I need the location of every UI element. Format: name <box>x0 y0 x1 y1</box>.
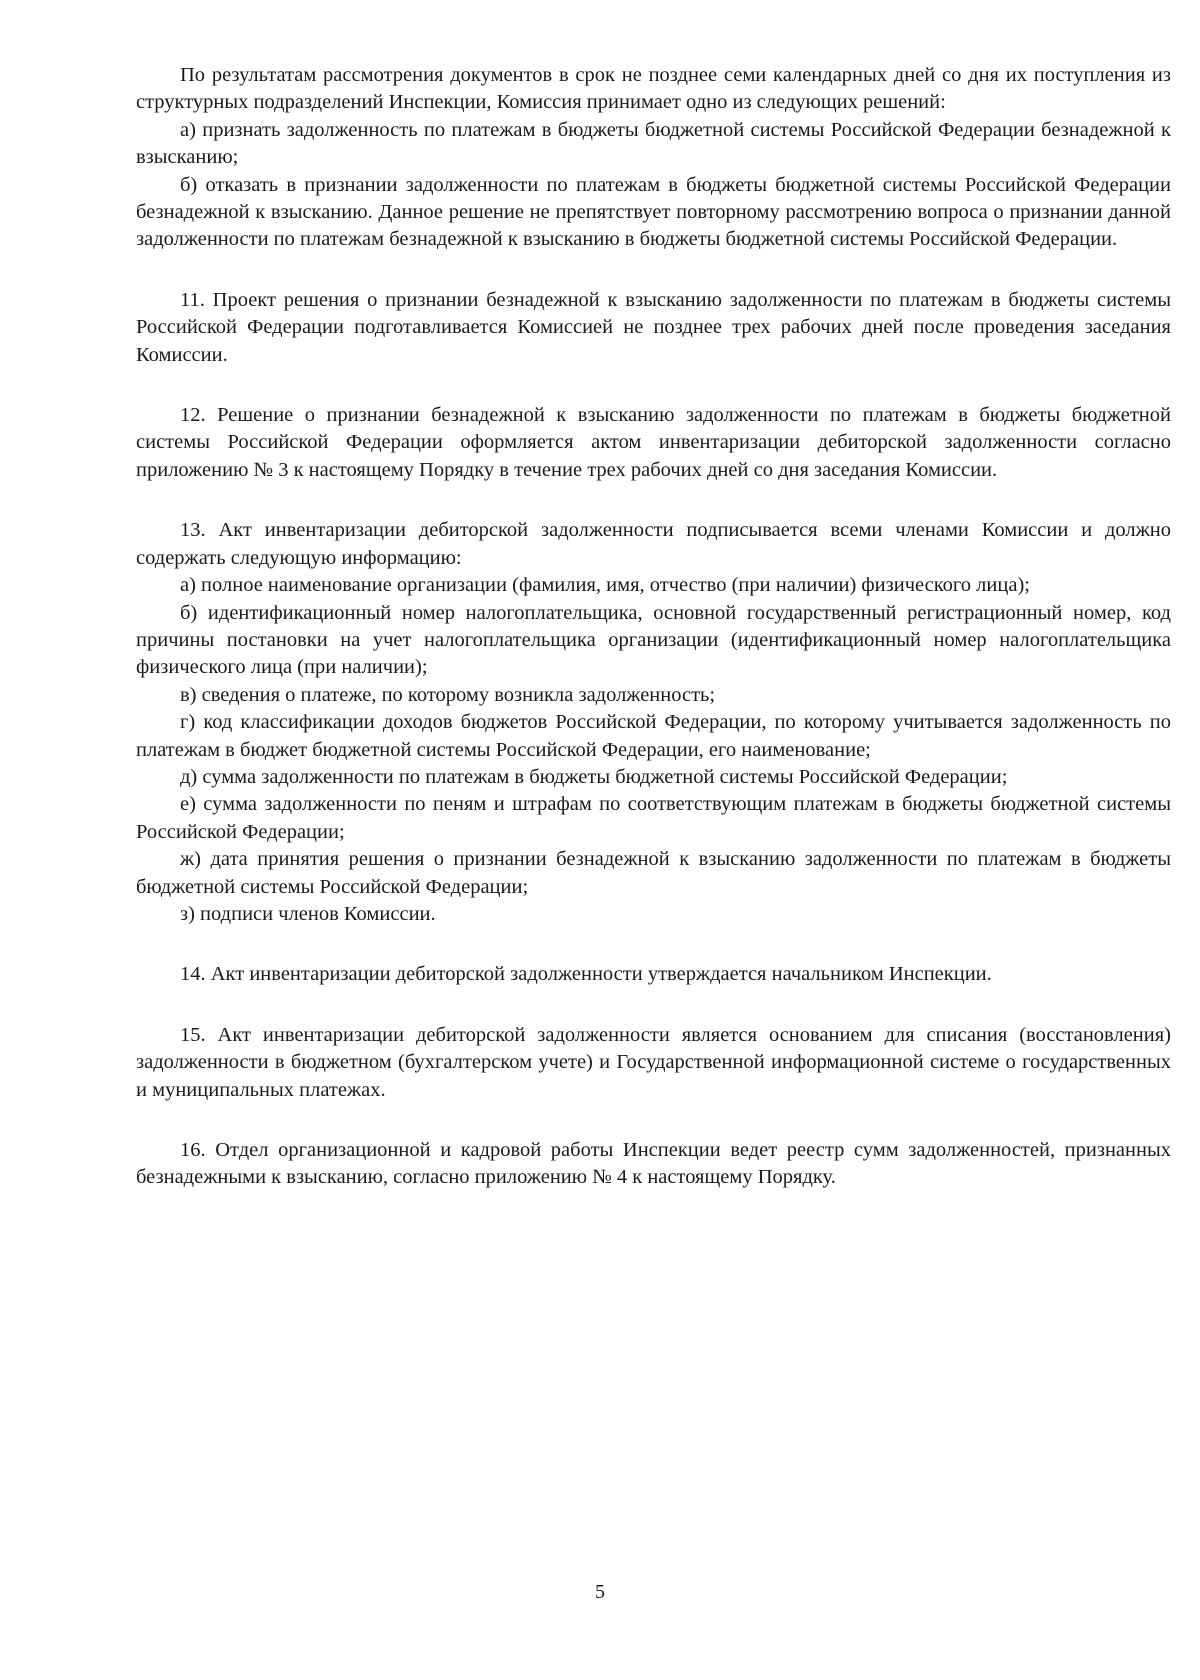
paragraph-13-zh: ж) дата принятия решения о признании безнадежной к взысканию задолженности по платежам в бюджеты бюджетной системы Российской Федерации; <box>136 848 1171 898</box>
paragraph-13-e: е) сумма задолженности по пеням и штрафам по соответствующим платежам в бюджеты бюджетной системы Российской Федерации; <box>136 793 1171 843</box>
spacer <box>136 928 1171 961</box>
paragraph-13: 13. Акт инвентаризации дебиторской задолженности подписывается всеми членами Комиссии и должно содержать следующую информацию: <box>136 519 1171 569</box>
spacer <box>136 989 1171 1022</box>
paragraph-13-b: б) идентификационный номер налогоплательщика, основной государственный регистрационный номер, код причины постановки на учет налогоплательщика организации (идентификационный номер налогоплательщика физического лица (при наличии); <box>136 601 1171 679</box>
paragraph-13-g: г) код классификации доходов бюджетов Российской Федерации, по которому учитывается задолженность по платежам в бюджет бюджетной системы Российской Федерации, его наименование; <box>136 711 1171 761</box>
paragraph-13-v: в) сведения о платеже, по которому возникла задолженность; <box>180 683 716 706</box>
paragraph-item-b: б) отказать в признании задолженности по платежам в бюджеты бюджетной системы Российской Федерации безнадежной к взысканию. Данное решение не препятствует повторному рассмотрению вопроса о признании данной задолженности по платежам безнадежной к взысканию в бюджеты бюджетной системы Российской Федерации. <box>136 173 1171 251</box>
paragraph-13-a: а) полное наименование организации (фамилия, имя, отчество (при наличии) физического лица); <box>180 574 1030 597</box>
paragraph-15: 15. Акт инвентаризации дебиторской задолженности является основанием для списания (восстановления) задолженности в бюджетном (бухгалтерском учете) и Государственной информационной системе о государственных и муниципальных платежах. <box>136 1023 1171 1101</box>
document-page <box>136 62 1171 1192</box>
page-number: 5 <box>595 1581 605 1603</box>
spacer <box>136 484 1171 517</box>
paragraph-11: 11. Проект решения о признании безнадежной к взысканию задолженности по платежам в бюджеты системы Российской Федерации подготавливается Комиссией не позднее трех рабочих дней после проведения заседания Комиссии. <box>136 288 1171 366</box>
spacer <box>136 369 1171 402</box>
paragraph-intro: По результатам рассмотрения документов в срок не позднее семи календарных дней со дня их поступления из структурных подразделений Инспекции, Комиссия принимает одно из следующих решений: <box>136 64 1171 114</box>
spacer <box>136 1104 1171 1137</box>
spacer <box>136 254 1171 287</box>
paragraph-14: 14. Акт инвентаризации дебиторской задолженности утверждается начальником Инспекции. <box>180 963 992 986</box>
paragraph-16: 16. Отдел организационной и кадровой работы Инспекции ведет реестр сумм задолженностей, признанных безнадежными к взысканию, согласно приложению № 4 к настоящему Порядку. <box>136 1139 1171 1189</box>
paragraph-13-d: д) сумма задолженности по платежам в бюджеты бюджетной системы Российской Федерации; <box>180 765 1008 788</box>
paragraph-item-a: а) признать задолженность по платежам в бюджеты бюджетной системы Российской Федерации безнадежной к взысканию; <box>136 118 1171 169</box>
paragraph-12: 12. Решение о признании безнадежной к взысканию задолженности по платежам в бюджеты бюджетной системы Российской Федерации оформляется актом инвентаризации дебиторской задолженности согласно приложению № 3 к настоящему Порядку в течение трех рабочих дней со дня заседания Комиссии. <box>136 404 1171 481</box>
paragraph-13-z: з) подписи членов Комиссии. <box>180 902 436 925</box>
